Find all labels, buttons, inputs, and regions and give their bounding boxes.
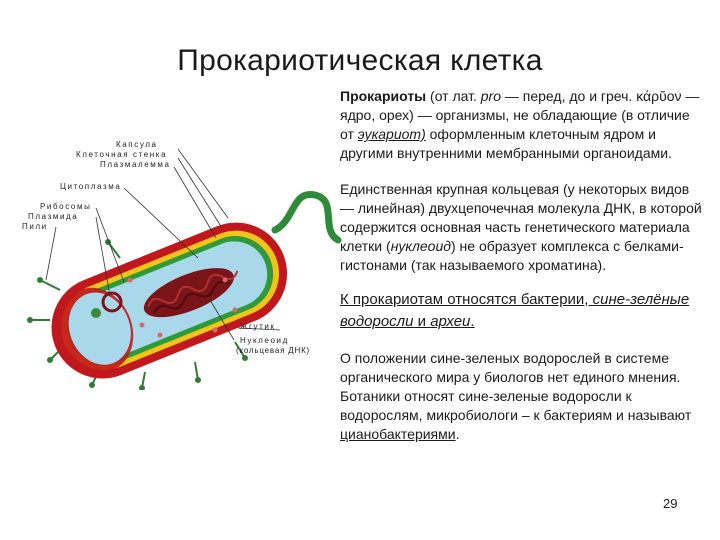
p2-nucleoid: нуклеоид [390, 238, 451, 254]
paragraph-definition [340, 87, 702, 163]
p4-part-a: О положении сине-зеленых водорослей в системе органического мира у биологов нет единого мнения. Ботаники относят сине-зеленые водоросли к водорослям, микробиологи – к бактериям и называют [340, 350, 692, 423]
p1-part-a: (от лат. [426, 88, 481, 104]
p1-part-c: оформленным клеточным ядром и другими внутренними мембранными органоидами. [340, 126, 672, 161]
label-flagellum: Жгутик [240, 322, 276, 331]
slide-title: Прокариотическая клетка [177, 44, 543, 77]
paragraph-classification [340, 349, 702, 444]
label-plasmalemma: Плазмалемма [100, 160, 171, 169]
p2-part-b: ) не образует комплекса с белками-гистонами (так называемого хроматина). [340, 238, 684, 273]
link-bacteria[interactable]: бактерии [520, 291, 585, 308]
term-prokaryotes: Прокариоты [340, 88, 427, 104]
p1-part-b: — перед, до и греч. κάρῠον — ядро, орех) — организмы, не обладающие (в отличие от [340, 88, 700, 142]
p2-part-a: Единственная крупная кольцевая (у некоторых видов — линейная) двухцепочечная молекула ДНК, в которой содержится основная часть генетического материала клетки ( [340, 181, 702, 254]
p3-dot: . [470, 313, 475, 330]
link-eukaryotes[interactable]: эукариот) [357, 126, 426, 142]
p1-pro: pro [480, 88, 501, 104]
label-cytoplasm: Цитоплазма [60, 182, 122, 191]
p3-part-a: К прокариотам относятся [340, 291, 521, 308]
label-capsule: Капсула [116, 140, 158, 149]
storage-granule [91, 308, 101, 318]
label-pili: Пили [22, 222, 48, 231]
label-cell-wall: Клеточная стенка [76, 150, 168, 159]
link-archaea[interactable]: археи [430, 313, 471, 330]
p3-and: и [413, 313, 431, 330]
paragraph-dna [340, 180, 702, 275]
p3-comma: , [584, 291, 593, 308]
flagellum [275, 194, 338, 240]
prokaryotic-cell-diagram [20, 130, 342, 390]
page-number: 29 [663, 496, 678, 511]
link-cyanophytes[interactable]: сине-зелёные водоросли [340, 291, 690, 330]
label-nucleoid-note: (кольцевая ДНК) [236, 346, 310, 355]
text-column [340, 87, 702, 461]
p4-dot: . [455, 426, 460, 442]
label-ribosomes: Рибосомы [40, 202, 92, 211]
label-nucleoid: Нуклеоид [240, 336, 289, 345]
paragraph-groups [340, 289, 702, 333]
label-plasmid: Плазмида [28, 212, 79, 221]
link-cyanobacteria[interactable]: цианобактериями [340, 426, 456, 442]
